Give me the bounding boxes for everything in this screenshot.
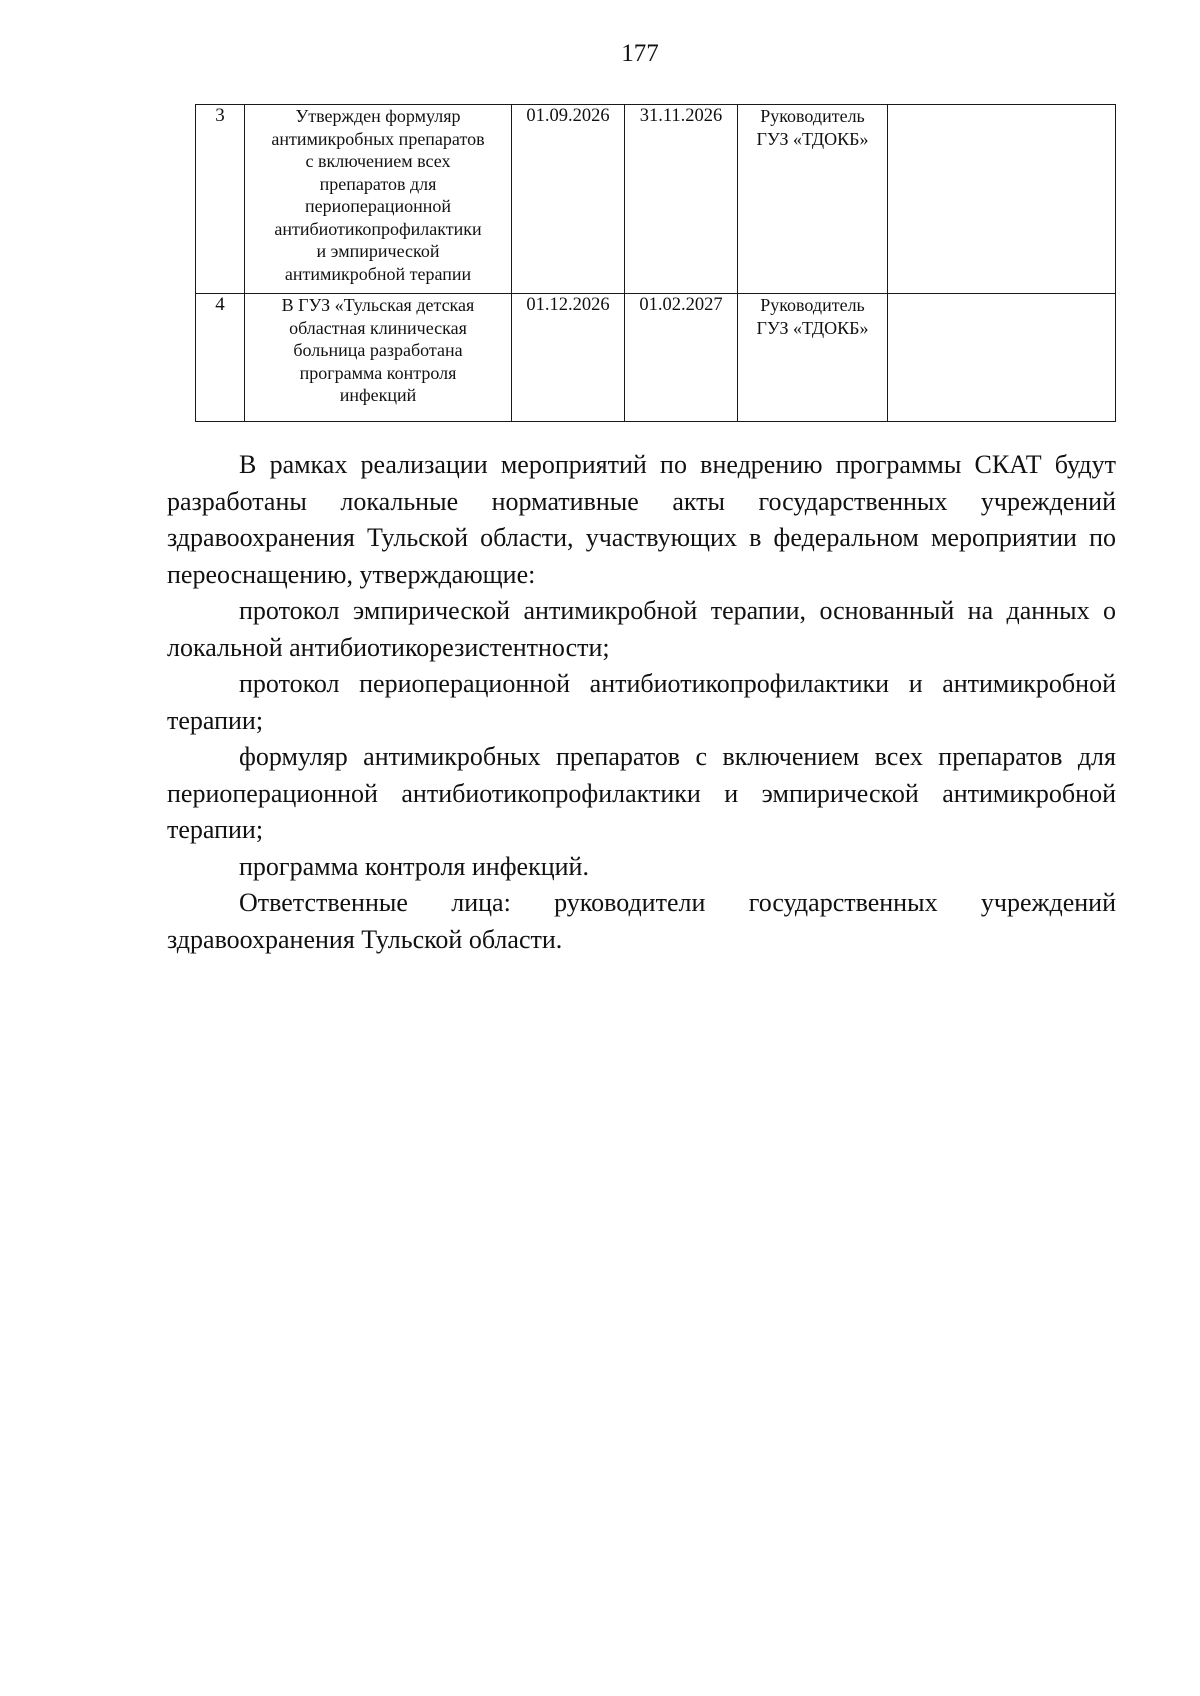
body-text <box>167 447 1116 958</box>
measure-text: В ГУЗ «Тульская детская областная клиническая больница разработана программа контроля инфекций <box>245 294 512 422</box>
note-cell <box>888 105 1116 294</box>
note-cell <box>888 294 1116 422</box>
row-number: 4 <box>196 294 245 422</box>
paragraph: формуляр антимикробных препаратов с включением всех препаратов для периоперационной антибиотикопрофилактики и эмпирической антимикробной терапии; <box>167 742 1116 844</box>
start-date: 01.12.2026 <box>512 294 625 422</box>
table-row <box>196 294 1116 422</box>
end-date: 01.02.2027 <box>625 294 738 422</box>
measure-text: Утвержден формуляр антимикробных препаратов с включением всех препаратов для периоперационной антибиотикопрофилактики и эмпирической антимикробной терапии <box>245 105 512 294</box>
measures-table <box>195 104 1116 422</box>
page-number: 177 <box>621 40 659 67</box>
end-date: 31.11.2026 <box>625 105 738 294</box>
paragraph: Ответственные лица: руководители государственных учреждений здравоохранения Тульской области. <box>167 888 1116 954</box>
paragraph: программа контроля инфекций. <box>239 851 589 881</box>
start-date: 01.09.2026 <box>512 105 625 294</box>
table-row <box>196 105 1116 294</box>
paragraph: протокол периоперационной антибиотикопрофилактики и антимикробной терапии; <box>167 669 1116 735</box>
responsible-person: Руководитель ГУЗ «ТДОКБ» <box>738 105 888 294</box>
paragraph: В рамках реализации мероприятий по внедрению программы СКАТ будут разработаны локальные нормативные акты государственных учреждений здравоохранения Тульской области, участвующих в федеральном мероприятии по переоснащению, утверждающие: <box>167 450 1116 589</box>
row-number: 3 <box>196 105 245 294</box>
responsible-person: Руководитель ГУЗ «ТДОКБ» <box>738 294 888 422</box>
paragraph: протокол эмпирической антимикробной терапии, основанный на данных о локальной антибиотикорезистентности; <box>167 596 1116 662</box>
